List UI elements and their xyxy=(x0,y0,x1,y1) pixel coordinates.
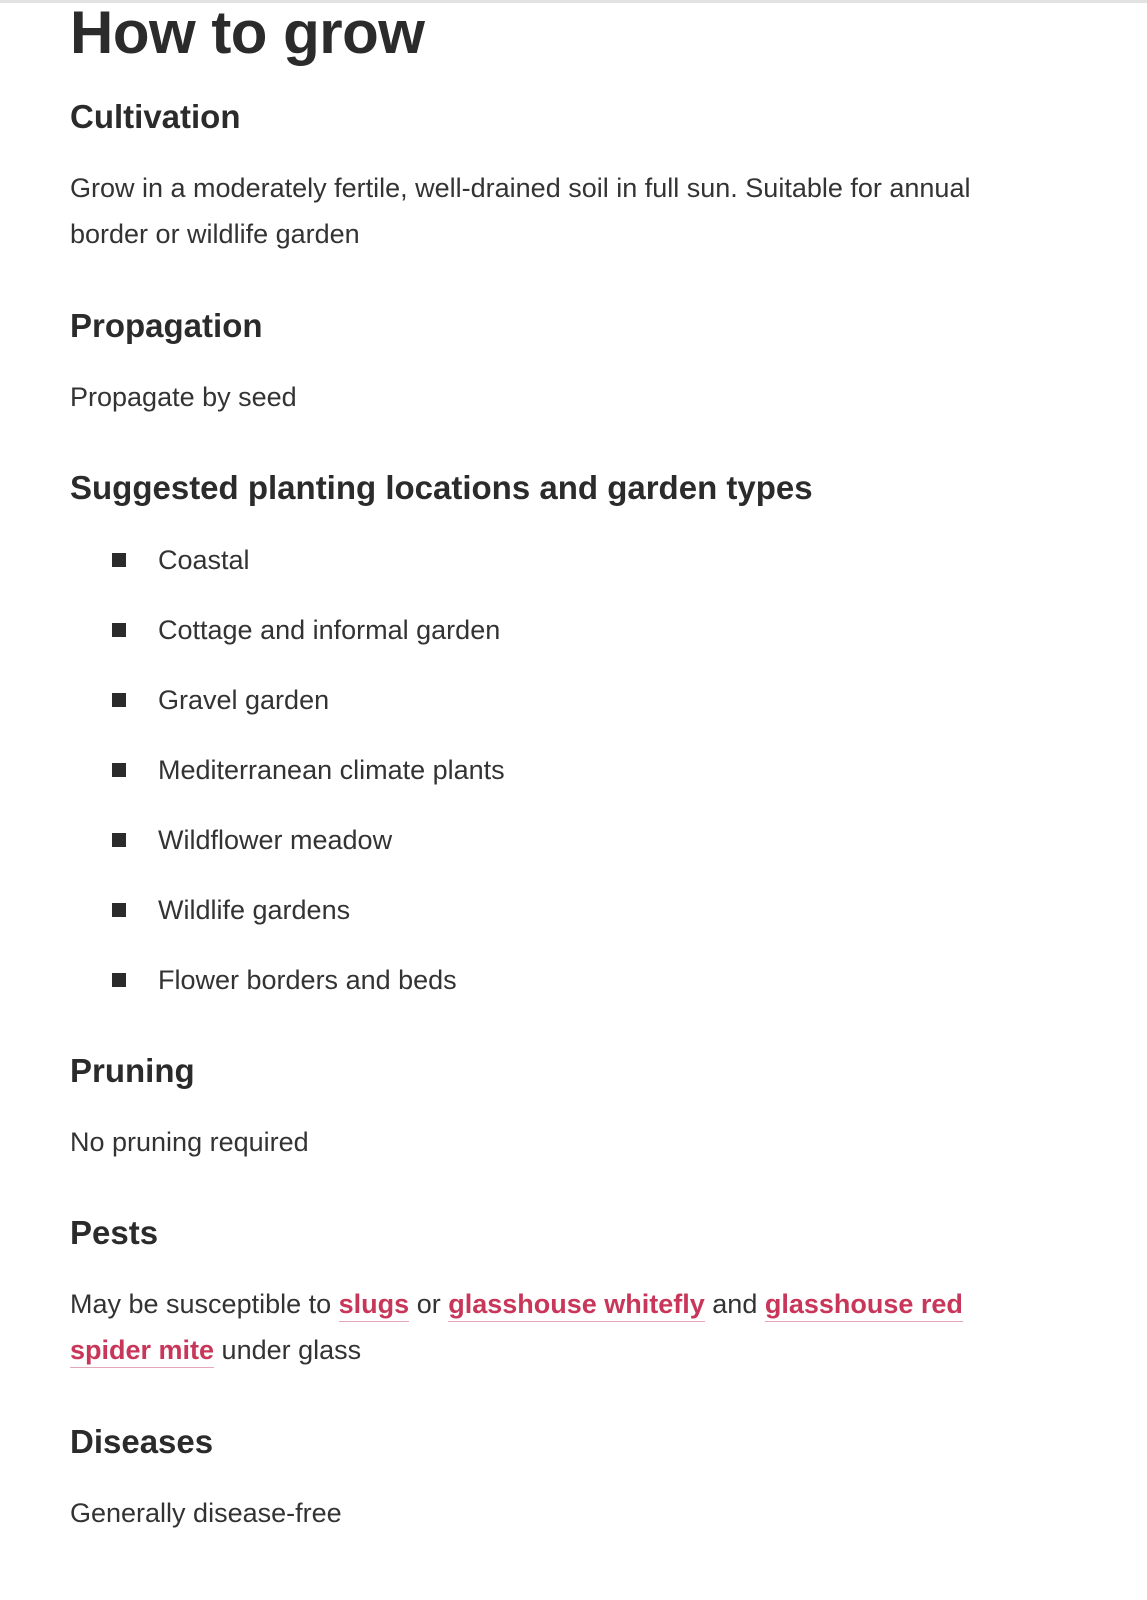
bullet-square-icon xyxy=(112,693,126,707)
list-item xyxy=(70,537,505,607)
list-item-label: Coastal xyxy=(158,545,250,575)
list-item-label: Flower borders and beds xyxy=(158,965,457,995)
glasshouse-whitefly-link[interactable]: glasshouse whitefly xyxy=(448,1289,705,1322)
pests-text-part: under glass xyxy=(214,1335,362,1365)
bullet-square-icon xyxy=(112,903,126,917)
bullet-square-icon xyxy=(112,973,126,987)
list-item xyxy=(70,747,505,817)
diseases-heading: Diseases xyxy=(70,1423,214,1460)
glasshouse-red-spider-mite-link[interactable]: glasshouse red spider mite xyxy=(70,1289,963,1368)
pests-text-part: and xyxy=(704,1289,765,1319)
bullet-square-icon xyxy=(112,763,126,777)
planting-heading: Suggested planting locations and garden types xyxy=(70,469,813,506)
pruning-text: No pruning required xyxy=(70,1127,309,1157)
pests-heading: Pests xyxy=(70,1214,159,1251)
bullet-square-icon xyxy=(112,553,126,567)
slugs-link[interactable]: slugs xyxy=(339,1289,410,1322)
list-item-label: Mediterranean climate plants xyxy=(158,755,505,785)
planting-list xyxy=(70,537,505,1027)
page-title: How to grow xyxy=(70,0,425,66)
list-item-label: Gravel garden xyxy=(158,685,330,715)
diseases-text: Generally disease-free xyxy=(70,1498,342,1528)
pests-text-part: May be susceptible to xyxy=(70,1289,339,1319)
list-item-label: Wildlife gardens xyxy=(158,895,351,925)
propagation-heading: Propagation xyxy=(70,307,263,344)
cultivation-heading: Cultivation xyxy=(70,98,241,135)
pruning-heading: Pruning xyxy=(70,1052,195,1089)
pests-text xyxy=(70,1281,1050,1373)
list-item xyxy=(70,957,505,1027)
propagation-text: Propagate by seed xyxy=(70,382,297,412)
list-item xyxy=(70,607,505,677)
cultivation-text: Grow in a moderately fertile, well-drained soil in full sun. Suitable for annual border or wildlife garden xyxy=(70,173,971,249)
list-item-label: Cottage and informal garden xyxy=(158,615,501,645)
list-item xyxy=(70,887,505,957)
bullet-square-icon xyxy=(112,623,126,637)
list-item xyxy=(70,817,505,887)
pests-text-part: or xyxy=(409,1289,449,1319)
bullet-square-icon xyxy=(112,833,126,847)
list-item xyxy=(70,677,505,747)
list-item-label: Wildflower meadow xyxy=(158,825,393,855)
